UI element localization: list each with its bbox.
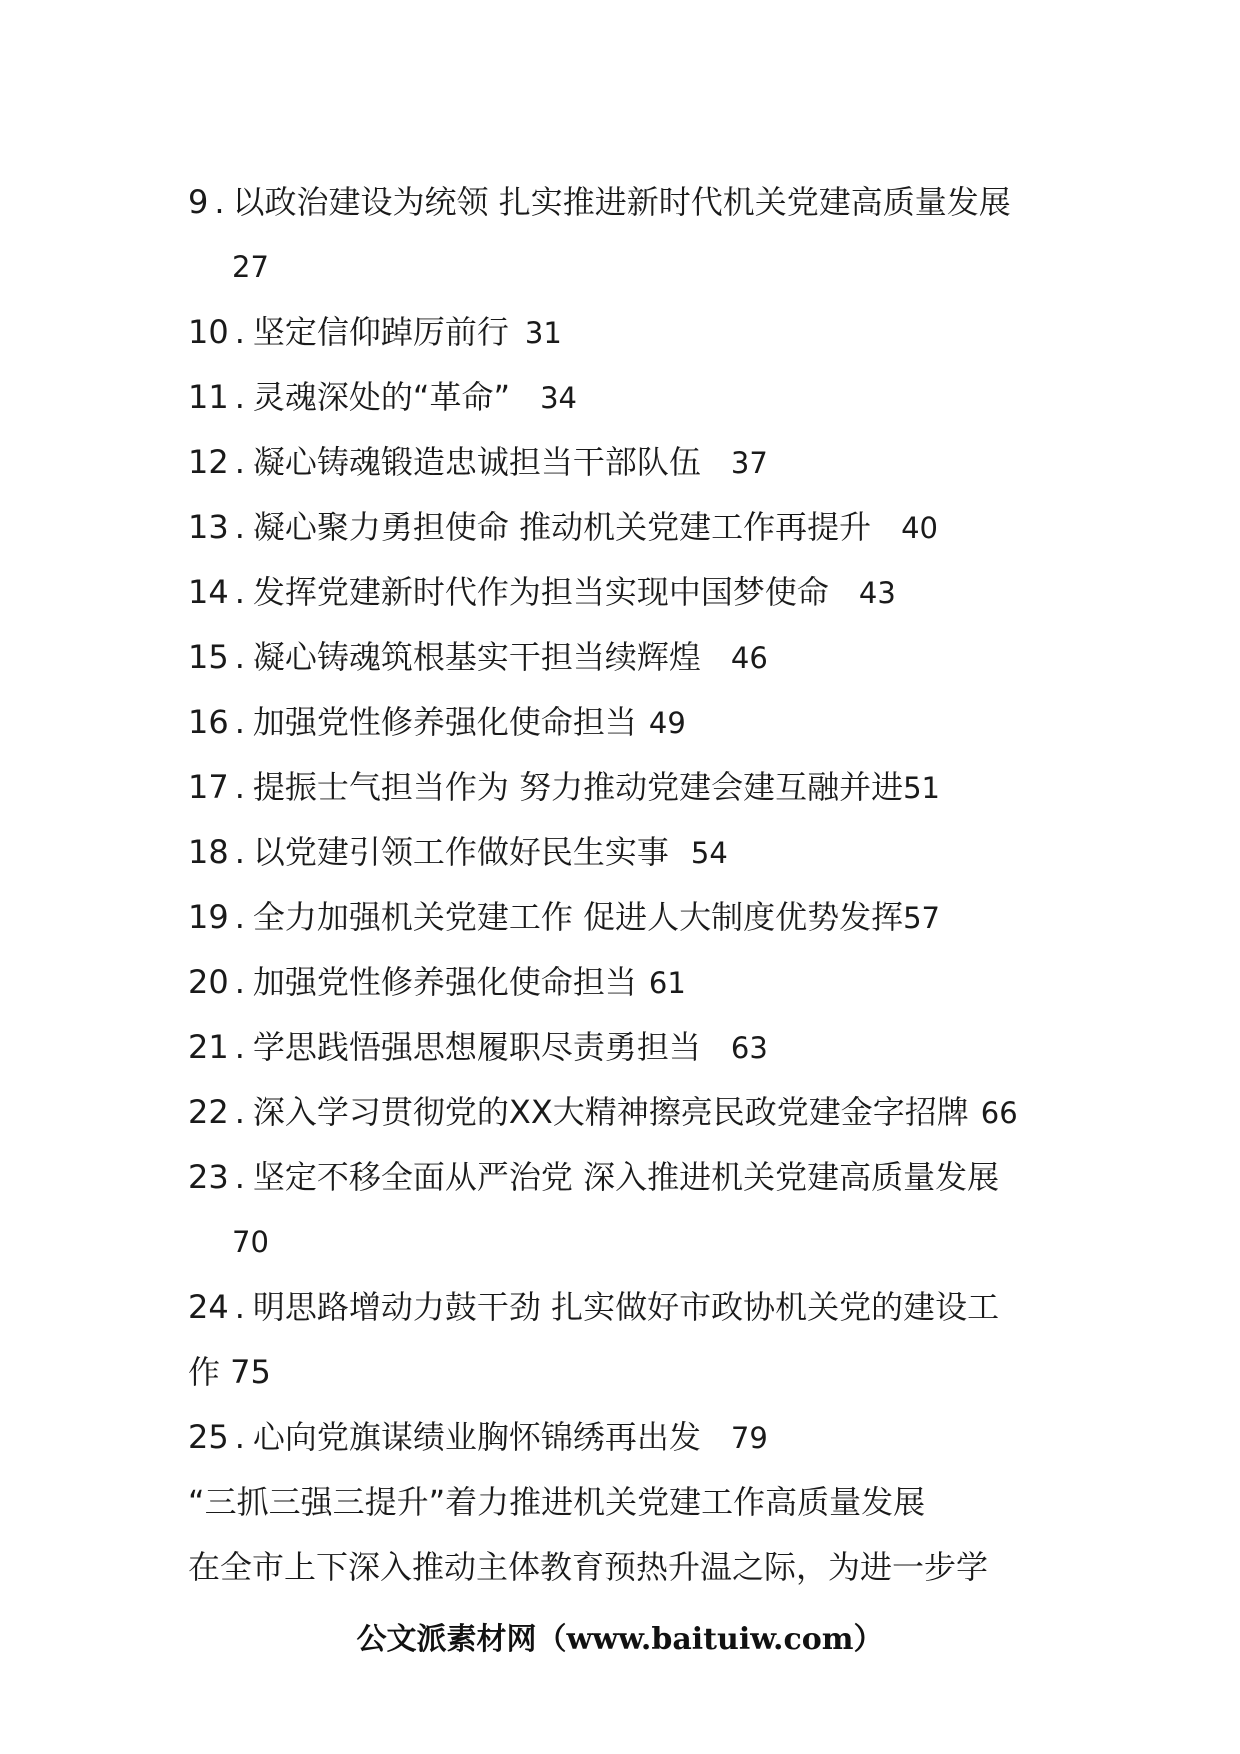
toc-item [188,1405,1068,1470]
toc-item [188,365,1068,430]
toc-item-page: 43 [858,576,896,610]
toc-item-number: 11 [188,378,229,416]
toc-item [188,170,1068,235]
toc-item-title: 心向党旗谋绩业胸怀锦绣再出发 [252,1418,701,1456]
toc-item-separator: . [234,1288,245,1326]
toc-item-title: 明思路增动力鼓干劲 扎实做好市政协机关党的建设工 [252,1288,1000,1326]
toc-item-title: 发挥党建新时代作为担当实现中国梦使命 [252,573,829,611]
toc-item-continuation: 作 75 [188,1353,271,1391]
section-heading: “三抓三强三提升”着力推进机关党建工作高质量发展 [188,1483,926,1521]
toc-item-page: 31 [524,316,562,350]
toc-item [188,430,1068,495]
toc-item-separator: . [234,573,245,611]
toc-item-number: 10 [188,313,229,351]
toc-item-separator: . [234,638,245,676]
toc-item-title: 以政治建设为统领 扎实推进新时代机关党建高质量发展 [232,183,1011,221]
toc-item-number: 18 [188,833,229,871]
toc-item-number: 13 [188,508,229,546]
toc-item-continuation: 27 [232,250,269,284]
toc-item-page: 49 [648,706,686,740]
toc-item-separator: . [234,898,245,936]
toc-item-page: 57 [903,901,940,935]
toc-item [188,1080,1068,1145]
toc-item-number: 9 [188,183,209,221]
toc-item [188,820,1068,885]
toc-item-separator: . [234,768,245,806]
toc-item-number: 17 [188,768,229,806]
toc-item-separator: . [234,1028,245,1066]
toc-item-separator: . [234,963,245,1001]
toc-item [188,1275,1068,1340]
toc-item [188,755,1068,820]
toc-item-title: 全力加强机关党建工作 促进人大制度优势发挥 [252,898,904,936]
toc-item-title: 凝心铸魂筑根基实干担当续辉煌 [252,638,701,676]
toc-item-page: 40 [901,511,938,545]
paragraph-start: 在全市上下深入推动主体教育预热升温之际，为进一步学 [188,1548,989,1586]
toc-item-continuation: 70 [232,1225,269,1259]
toc-item-page: 66 [980,1096,1018,1130]
toc-item [188,1015,1068,1080]
toc-item-number: 12 [188,443,229,481]
toc-item-number: 20 [188,963,229,1001]
toc-item [188,690,1068,755]
toc-item-page: 79 [730,1421,768,1455]
toc-item-separator: . [214,183,225,221]
toc-item-number: 24 [188,1288,229,1326]
toc-item-title: 以党建引领工作做好民生实事 [252,833,669,871]
toc-item [188,885,1068,950]
toc-item-number: 22 [188,1093,229,1131]
toc-item-page: 63 [730,1031,768,1065]
toc-item-title: 学思践悟强思想履职尽责勇担当 [252,1028,701,1066]
toc-item-page: 34 [540,381,577,415]
toc-item-title: 加强党性修养强化使命担当 [252,963,637,1001]
toc-item-separator: . [234,1158,245,1196]
toc-item-number: 15 [188,638,229,676]
toc-item-separator: . [234,378,245,416]
toc-item-separator: . [234,508,245,546]
toc-item-number: 25 [188,1418,229,1456]
toc-item-separator: . [234,313,245,351]
toc-item-number: 19 [188,898,229,936]
toc-item [188,300,1068,365]
toc-item-separator: . [234,1418,245,1456]
toc-item-number: 14 [188,573,229,611]
toc-item [188,1145,1068,1210]
toc-item [188,560,1068,625]
toc-item-page: 51 [903,771,940,805]
toc-item-title: 凝心铸魂锻造忠诚担当干部队伍 [252,443,701,481]
toc-item-separator: . [234,703,245,741]
toc-item-title: 深入学习贯彻党的XX大精神擦亮民政党建金字招牌 [252,1093,969,1131]
toc-item-title: 加强党性修养强化使命担当 [252,703,637,741]
toc-item-separator: . [234,443,245,481]
toc-item-title: 提振士气担当作为 努力推动党建会建互融并进 [252,768,904,806]
toc-item [188,950,1068,1015]
toc-item-number: 16 [188,703,229,741]
toc-item-page: 54 [690,836,728,870]
toc-item-title: 凝心聚力勇担使命 推动机关党建工作再提升 [252,508,872,546]
toc-item-separator: . [234,833,245,871]
toc-item-page: 37 [730,446,768,480]
table-of-contents [188,170,1068,1600]
toc-item-number: 21 [188,1028,229,1066]
toc-item-page: 46 [730,641,768,675]
toc-item [188,495,1068,560]
toc-item-title: 坚定信仰踔厉前行 [252,313,509,351]
toc-item-page: 61 [648,966,686,1000]
toc-item-title: 坚定不移全面从严治党 深入推进机关党建高质量发展 [252,1158,1000,1196]
toc-item-number: 23 [188,1158,229,1196]
footer-watermark: 公文派素材网（www.baituiw.com） [356,1622,884,1657]
toc-item-title: 灵魂深处的“革命” [252,378,511,416]
toc-item [188,625,1068,690]
toc-item-separator: . [234,1093,245,1131]
